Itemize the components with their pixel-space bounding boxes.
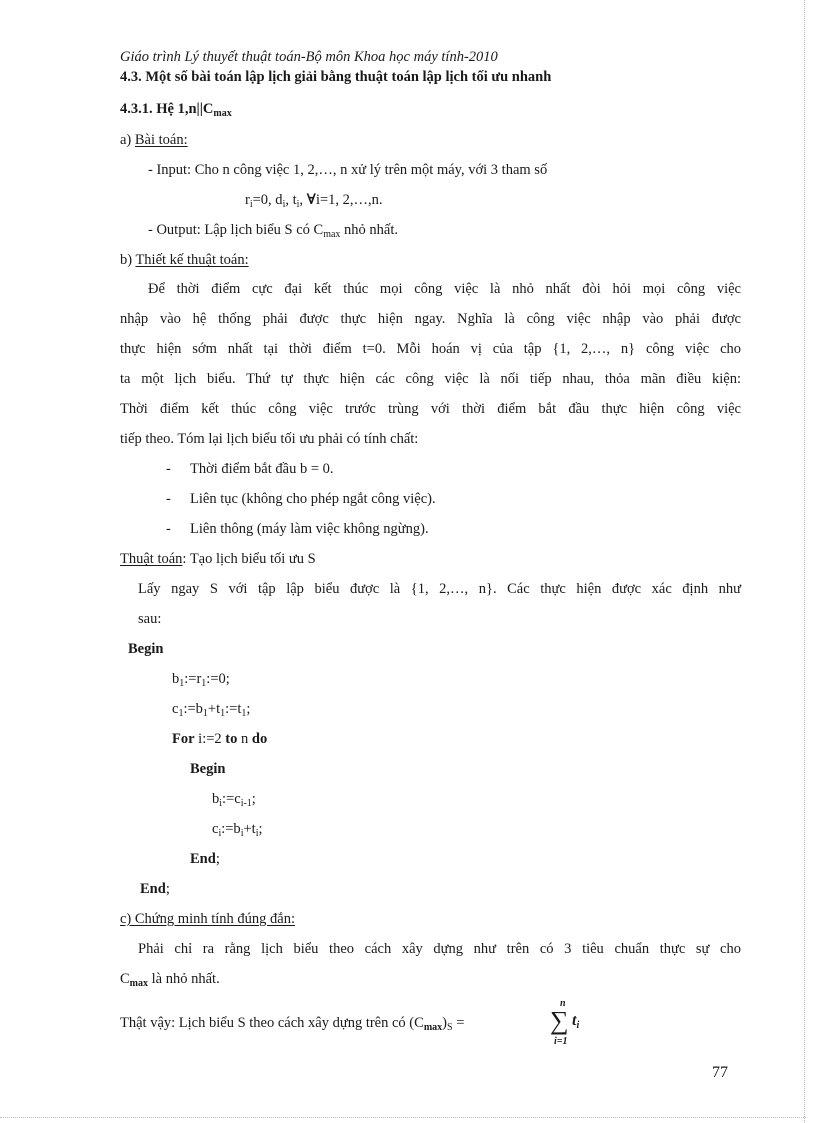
page-border-right: [804, 0, 805, 1123]
summation-formula: [550, 1000, 586, 1050]
proof-formula-line: Thật vậy: Lịch biểu S theo cách xây dựng trên có $(C_{max})_S$ =: [120, 1015, 465, 1033]
paragraph-line: Để thời điểm cực đại kết thúc mọi công việc là nhỏ nhất đòi hỏi mọi công việc: [148, 281, 741, 297]
paragraph-line: thực hiện sớm nhất tại thời điểm t=0. Mỗi hoán vị của tập {1, 2,…, n} công việc cho: [120, 341, 741, 357]
bullet-dash: -: [166, 461, 171, 477]
page-border-bottom: [0, 1117, 806, 1118]
running-header: Giáo trình Lý thuyết thuật toán-Bộ môn Khoa học máy tính-2010: [120, 49, 498, 65]
subsection-title: 4.3.1. Hệ $1,n||C_{max}$: [120, 101, 232, 119]
proof-line: Phải chỉ ra rằng lịch biểu theo cách xây dựng như trên có 3 tiêu chuẩn thực sự cho: [138, 941, 741, 957]
section-title: 4.3. Một số bài toán lập lịch giải bằng thuật toán lập lịch tối ưu nhanh: [120, 69, 552, 85]
paragraph-line: nhập vào hệ thống phải được thực hiện ngay. Nghĩa là công việc nhập vào phải được: [120, 311, 741, 327]
sum-lower-limit: i=1: [554, 1036, 568, 1047]
bullet-dash: -: [166, 491, 171, 507]
input-params: $r_i=0$, $d_i$, $t_i$, ∀i=1, 2,…,n.: [245, 192, 383, 210]
bullet-item: Thời điểm bắt đầu b = 0.: [190, 461, 334, 477]
code-line: $b_i:=c_{i-1}$;: [212, 791, 256, 809]
code-line: $b_1:=r_1:=0$;: [172, 671, 230, 689]
code-inner-end: End;: [190, 851, 220, 867]
input-line: - Input: Cho n công việc 1, 2,…, n xử lý trên một máy, với 3 tham số: [148, 162, 548, 178]
output-line: - Output: Lập lịch biểu S có $C_{max}$ nhỏ nhất.: [148, 222, 398, 240]
bullet-dash: -: [166, 521, 171, 537]
code-line: $c_1:=b_1+t_1:=t_1$;: [172, 701, 251, 719]
algorithm-label: Thuật toán: Tạo lịch biểu tối ưu S: [120, 551, 316, 567]
algorithm-intro: sau:: [138, 611, 162, 627]
code-for-loop: For i:=2 to n do: [172, 731, 268, 747]
paragraph-line: Thời điểm kết thúc công việc trước trùng với thời điểm bắt đầu thực hiện công việc: [120, 401, 741, 417]
code-begin: Begin: [128, 641, 164, 657]
code-inner-begin: Begin: [190, 761, 226, 777]
paragraph-line: ta một lịch biểu. Thứ tự thực hiện các công việc là nối tiếp nhau, thỏa mãn điều kiện:: [120, 371, 741, 387]
part-b-heading: b) Thiết kế thuật toán:: [120, 252, 249, 268]
paragraph-line: tiếp theo. Tóm lại lịch biểu tối ưu phải có tính chất:: [120, 431, 419, 447]
part-c-heading: c) Chứng minh tính đúng đắn:: [120, 911, 295, 927]
sigma-symbol: ∑: [550, 1006, 569, 1035]
algorithm-intro: Lấy ngay S với tập lập biểu được là {1, 2,…, n}. Các thực hiện được xác định như: [138, 581, 741, 597]
part-a-heading: a) Bài toán:: [120, 132, 188, 148]
page-number: 77: [712, 1064, 728, 1081]
code-outer-end: End;: [140, 881, 170, 897]
proof-line: $C_{max}$ là nhỏ nhất.: [120, 971, 220, 989]
code-line: $c_i:=b_i+t_i$;: [212, 821, 263, 839]
bullet-item: Liên tục (không cho phép ngắt công việc).: [190, 491, 436, 507]
sum-upper-limit: n: [560, 998, 566, 1009]
forall-symbol: ∀: [306, 192, 316, 208]
bullet-item: Liên thông (máy làm việc không ngừng).: [190, 521, 429, 537]
sum-term: $t_i$: [572, 1012, 580, 1031]
